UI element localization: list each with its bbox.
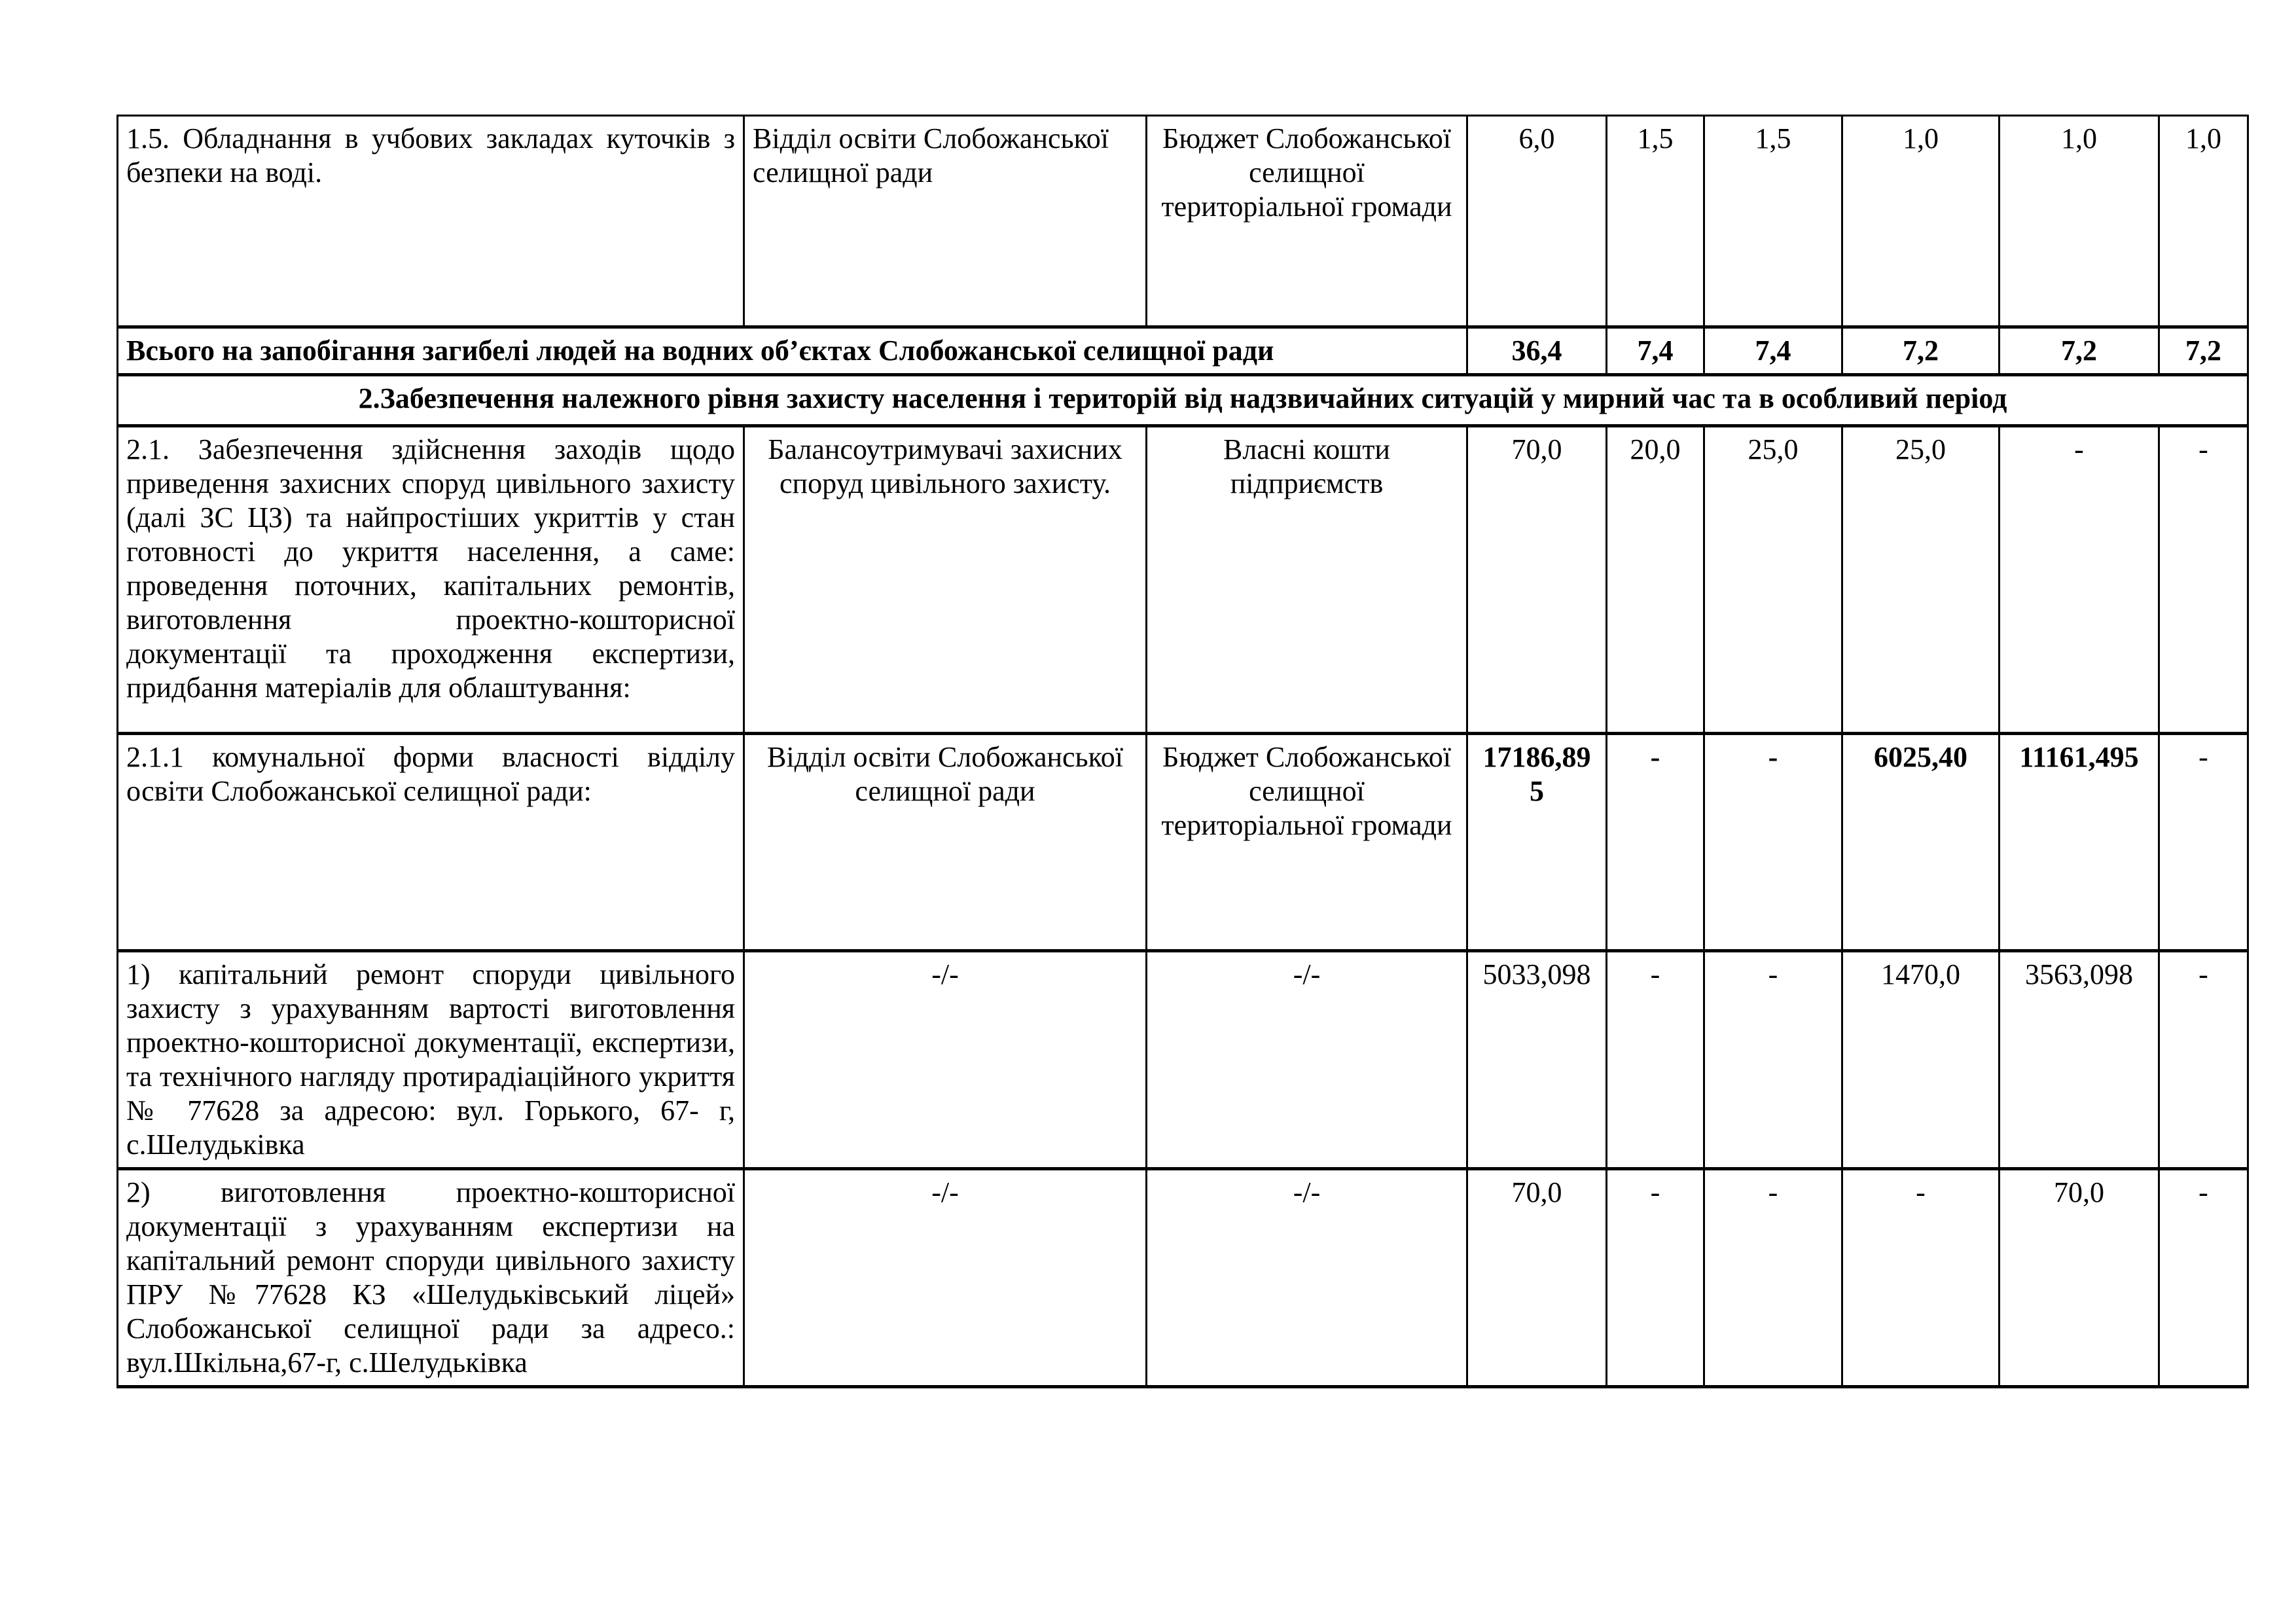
value-cell: - bbox=[2159, 1169, 2248, 1387]
value-cell: 20,0 bbox=[1607, 426, 1704, 734]
value-cell: 7,4 bbox=[1607, 327, 1704, 375]
value-total-cell: 5033,098 bbox=[1467, 951, 1607, 1169]
value-cell: 70,0 bbox=[2000, 1169, 2159, 1387]
value-cell: 1,0 bbox=[2159, 116, 2248, 327]
value-cell: - bbox=[1842, 1169, 2000, 1387]
executor-cell: -/- bbox=[744, 951, 1147, 1169]
funding-source-cell: -/- bbox=[1147, 951, 1467, 1169]
value-cell: 1,0 bbox=[2000, 116, 2159, 327]
value-cell: - bbox=[2000, 426, 2159, 734]
value-cell: - bbox=[1704, 734, 1842, 951]
value-cell: 1,5 bbox=[1607, 116, 1704, 327]
executor-cell: Відділ освіти Слобожанської селищної ради bbox=[744, 734, 1147, 951]
value-cell: 6025,40 bbox=[1842, 734, 2000, 951]
value-total-cell: 17186,895 bbox=[1467, 734, 1607, 951]
value-cell: 7,2 bbox=[1842, 327, 2000, 375]
funding-source-cell: Бюджет Слобожанської селищної територіальної громади bbox=[1147, 734, 1467, 951]
program-measures-table bbox=[117, 115, 2249, 1388]
value-cell: - bbox=[2159, 426, 2248, 734]
value-cell: 7,2 bbox=[2159, 327, 2248, 375]
table-row-section-2 bbox=[118, 375, 2248, 426]
value-cell: - bbox=[2159, 734, 2248, 951]
executor-cell: Відділ освіти Слобожанської селищної ради bbox=[744, 116, 1147, 327]
value-cell: - bbox=[1704, 951, 1842, 1169]
measure-description-cell: 1) капітальний ремонт споруди цивільного захисту з урахуванням вартості виготовлення проектно-кошторисної документації, експертизи, та технічного нагляду протирадіаційного укриття № 77628 за адресою: вул. Горького, 67- г, с.Шелудьківка bbox=[118, 951, 744, 1169]
measure-description-cell: 1.5. Обладнання в учбових закладах куточків з безпеки на воді. bbox=[118, 116, 744, 327]
table-row-2-1 bbox=[118, 426, 2248, 734]
value-cell: - bbox=[1607, 1169, 1704, 1387]
funding-source-cell: Бюджет Слобожанської селищної територіальної громади bbox=[1147, 116, 1467, 327]
value-total-cell: 6,0 bbox=[1467, 116, 1607, 327]
table-row-subitem-2 bbox=[118, 1169, 2248, 1387]
table-row-1-5 bbox=[118, 116, 2248, 327]
executor-cell: -/- bbox=[744, 1169, 1147, 1387]
value-cell: 1,5 bbox=[1704, 116, 1842, 327]
value-total-cell: 36,4 bbox=[1467, 327, 1607, 375]
value-cell: - bbox=[2159, 951, 2248, 1169]
value-cell: 7,2 bbox=[2000, 327, 2159, 375]
table-row-total-water bbox=[118, 327, 2248, 375]
measure-description-cell: 2.1. Забезпечення здійснення заходів щодо приведення захисних споруд цивільного захисту (далі ЗС ЦЗ) та найпростіших укриттів у стан готовності до укриття населення, а саме: проведення поточних, капітальних ремонтів, виготовлення проектно-кошторисної документації та проходження експертизи, придбання матеріалів для облаштування: bbox=[118, 426, 744, 734]
section-heading-cell: 2.Забезпечення належного рівня захисту населення і територій від надзвичайних ситуацій у мирний час та в особливий період bbox=[118, 375, 2248, 426]
table-row-subitem-1 bbox=[118, 951, 2248, 1169]
value-cell: - bbox=[1607, 951, 1704, 1169]
table-row-2-1-1 bbox=[118, 734, 2248, 951]
value-cell: 3563,098 bbox=[2000, 951, 2159, 1169]
value-cell: 25,0 bbox=[1704, 426, 1842, 734]
funding-source-cell: Власні кошти підприємств bbox=[1147, 426, 1467, 734]
value-total-cell: 70,0 bbox=[1467, 426, 1607, 734]
funding-source-cell: -/- bbox=[1147, 1169, 1467, 1387]
measure-description-cell: 2.1.1 комунальної форми власності відділу освіти Слобожанської селищної ради: bbox=[118, 734, 744, 951]
value-cell: 1470,0 bbox=[1842, 951, 2000, 1169]
value-cell: 25,0 bbox=[1842, 426, 2000, 734]
total-label-cell: Всього на запобігання загибелі людей на водних об’єктах Слобожанської селищної ради bbox=[118, 327, 1467, 375]
value-cell: - bbox=[1704, 1169, 1842, 1387]
executor-cell: Балансоутримувачі захисних споруд цивільного захисту. bbox=[744, 426, 1147, 734]
value-cell: 1,0 bbox=[1842, 116, 2000, 327]
measure-description-cell: 2) виготовлення проектно-кошторисної документації з урахуванням експертизи на капітальний ремонт споруди цивільного захисту ПРУ №77628 КЗ «Шелудьківський ліцей» Слобожанської селищної ради за адресо.: вул.Шкільна,67-г, с.Шелудьківка bbox=[118, 1169, 744, 1387]
value-total-cell: 70,0 bbox=[1467, 1169, 1607, 1387]
value-cell: 7,4 bbox=[1704, 327, 1842, 375]
value-cell: - bbox=[1607, 734, 1704, 951]
value-cell: 11161,495 bbox=[2000, 734, 2159, 951]
